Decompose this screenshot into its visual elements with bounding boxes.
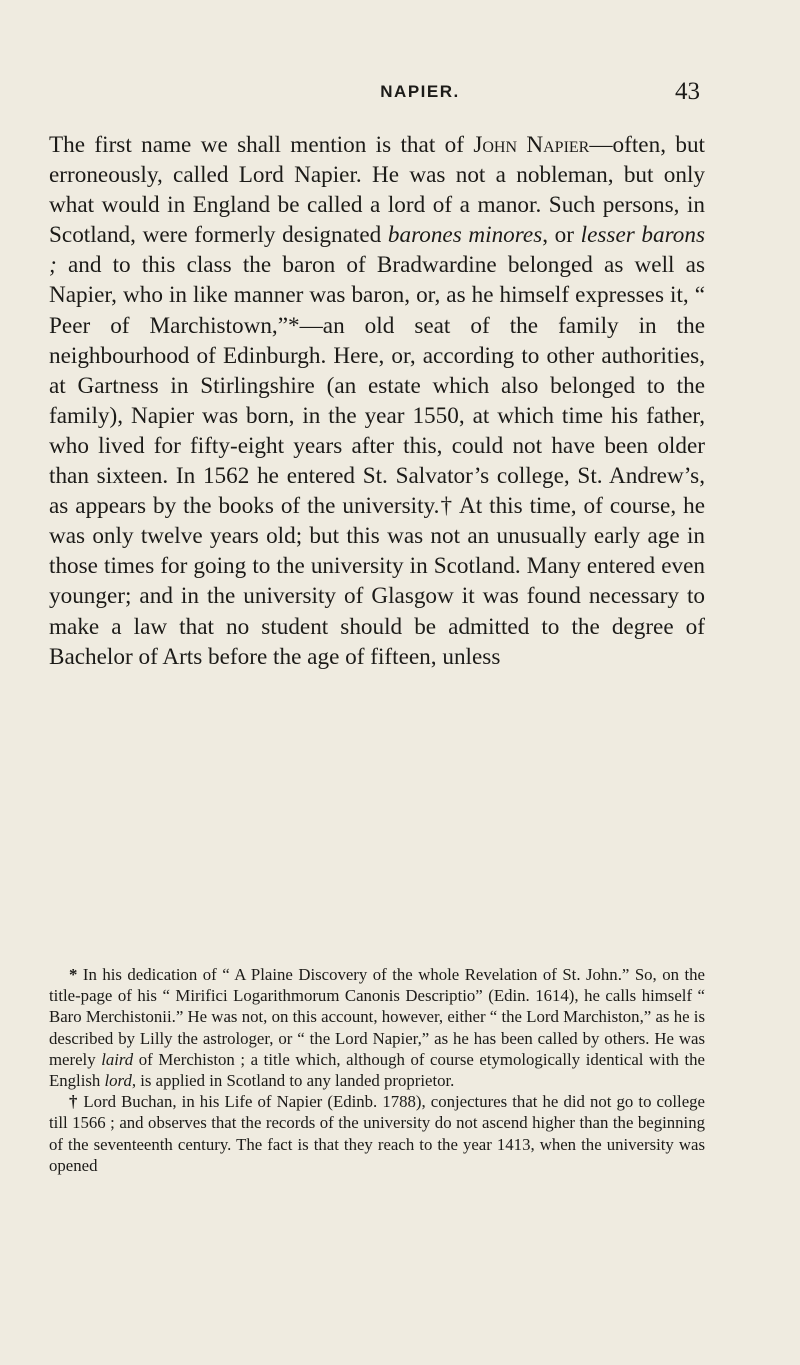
footnote-marker: † — [69, 1092, 79, 1112]
footnote-marker: * — [69, 965, 78, 984]
footnotes — [49, 964, 705, 1176]
footnote-2-text: Lord Buchan, in his Life of Napier (Edinb. 1788), conjectures that he did not go to college till 1566 ; and observes that the records of the university do not ascend higher than the beginning of the seventeenth century. The fact is that they reach to the year 1413, when the university was opened — [49, 1092, 706, 1175]
body-text-1: The first name we shall mention is that of — [49, 132, 474, 158]
latin-term: barones minores — [387, 222, 543, 249]
main-paragraph — [49, 130, 705, 672]
page-number: 43 — [675, 78, 700, 105]
footnote-1-text-b: of Merchiston ; a title which, although of course etymologically identical with the English — [49, 1049, 705, 1091]
person-name: John Napier — [473, 132, 590, 158]
body-text-4: and to this class the baron of Bradwardine belonged as well as Napier, who in like manner was baron, or, as he himself expresses it, “ Peer of Marchistown,”*—an old seat of the family in the neighbourhood of Edinburgh. Here, or, according to other authorities, at Gartness in Stirlingshire (an estate which also belonged to the family), Napier was born, in the year 1550, at which time his father, who lived for fifty-eight years after this, could not have been older than sixteen. In 1562 he entered St. Salvator’s college, St. Andrew’s, as appears by the books of the university.† At this time, of course, he was only twelve years old; but this was not an unusually early age in those times for going to the university in Scotland. Many entered even younger; and in the university of Glasgow it was found necessary to make a law that no student should be admitted to the degree of Bachelor of Arts before the age of fifteen, unless — [49, 252, 705, 670]
footnote-1 — [49, 964, 705, 1091]
running-head: NAPIER. — [380, 82, 460, 101]
footnote-1-text-a: In his dedication of “ A Plaine Discovery of the whole Revelation of St. John.” So, on the title-page of his “ Mirifici Logarithmorum Canonis Descriptio” (Edin. 1614), he calls himself “ Baro Merchistonii.” He was not, on this account, however, either “ the Lord Marchiston,” as he is described by Lilly the astrologer, or “ the Lord Napier,” as he has been called by others. He was merely — [49, 965, 705, 1069]
body-text-2: —often, but erroneously, called Lord Napier. He was not a nobleman, but only what would in England be called a lord of a manor. Such persons, in Scotland, were formerly designated — [49, 132, 705, 249]
footnote-1-text-c: , is applied in Scotland to any landed proprietor. — [131, 1071, 455, 1091]
footnote-term-lord: lord — [104, 1071, 132, 1091]
body-text-3: , or — [542, 222, 581, 249]
footnote-2 — [49, 1091, 705, 1176]
page-header — [140, 78, 700, 112]
footnote-term-laird: laird — [101, 1049, 134, 1069]
english-term: lesser barons ; — [49, 222, 705, 279]
